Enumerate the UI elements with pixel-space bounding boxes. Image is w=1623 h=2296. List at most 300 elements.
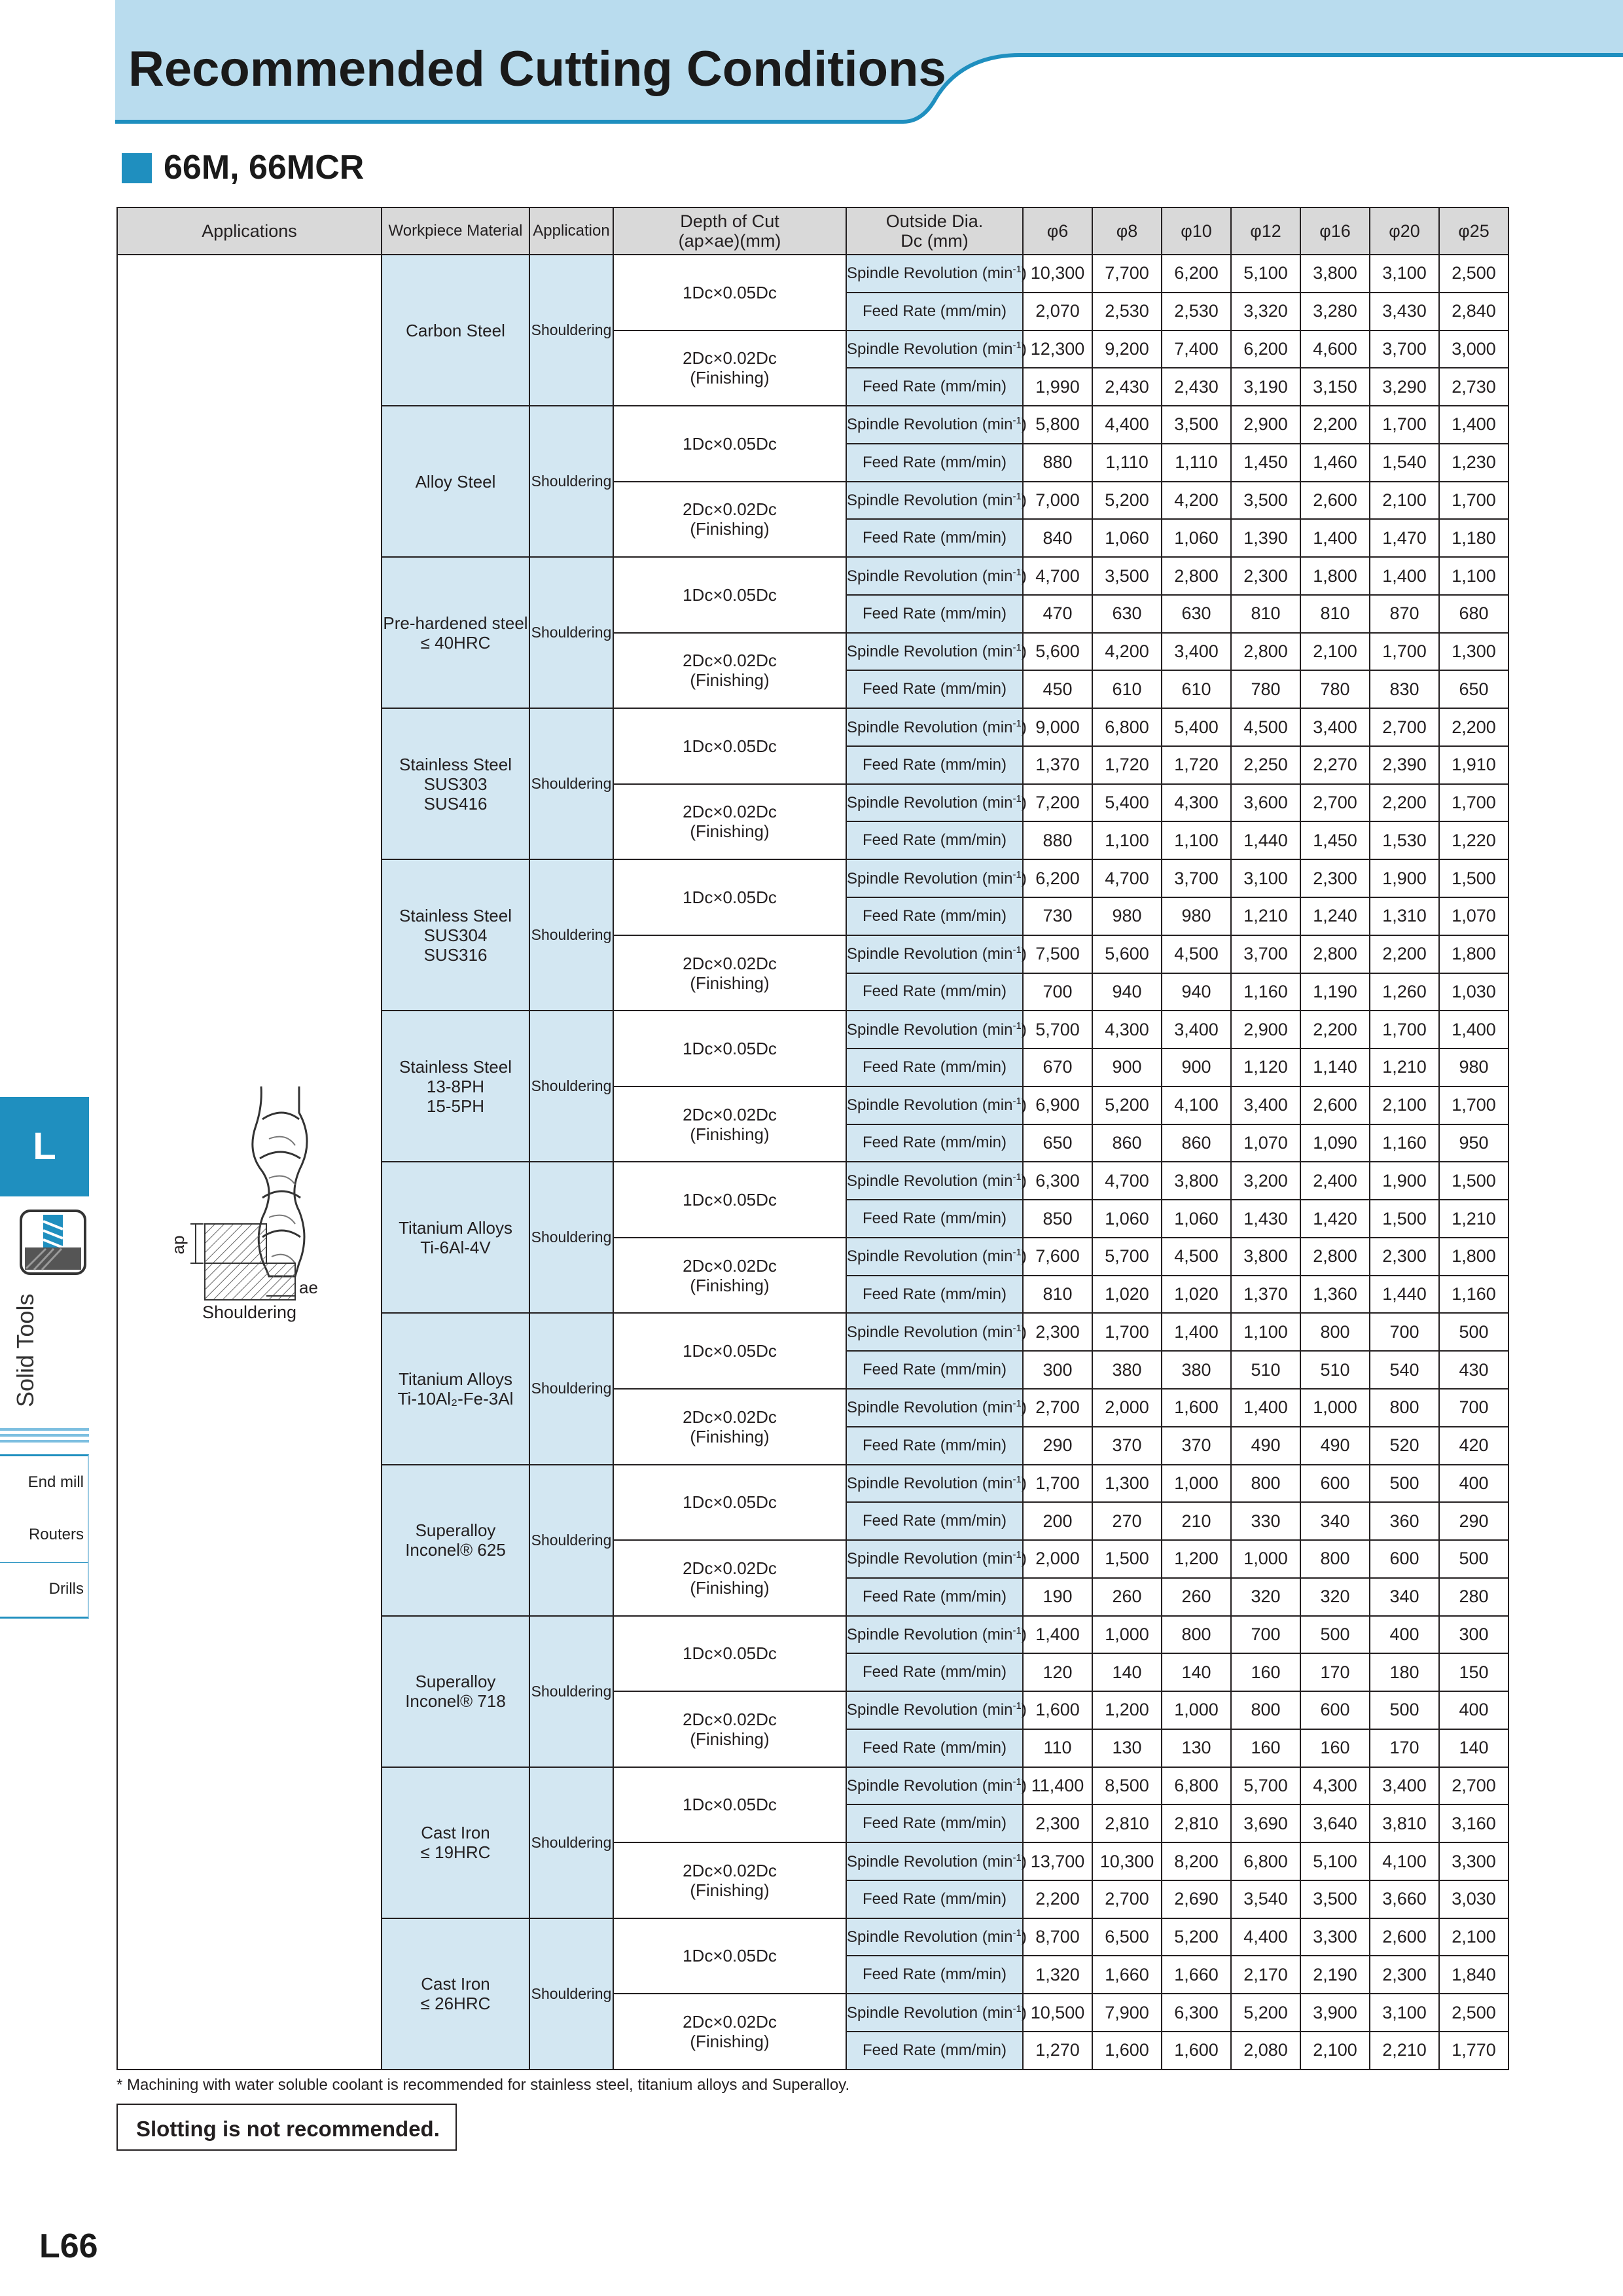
feed-value: 1,030 [1439, 973, 1508, 1011]
spindle-revolution-label [846, 1842, 1027, 1880]
spindle-value: 12,300 [1023, 331, 1092, 368]
header-applications: Applications [117, 207, 382, 255]
header-depth-of-cut [613, 207, 846, 255]
spindle-value: 10,500 [1023, 1994, 1092, 2032]
spindle-value: 5,400 [1162, 708, 1231, 746]
header-dia-line1: Outside Dia. [885, 211, 984, 231]
spindle-value: 2,100 [1300, 633, 1370, 671]
feed-value: 3,030 [1439, 1880, 1508, 1918]
side-tab-letter-text: L [33, 1125, 56, 1168]
depth-of-cut-cell [613, 1767, 846, 1843]
feed-rate-label: Feed Rate (mm/min) [846, 1351, 1023, 1389]
spindle-value: 7,600 [1023, 1238, 1092, 1276]
spindle-value: 2,300 [1370, 1238, 1439, 1276]
feed-value: 3,540 [1231, 1880, 1300, 1918]
depth-of-cut-cell [613, 859, 846, 935]
depth-finishing: 2Dc×0.02Dc [683, 1255, 777, 1276]
spindle-value: 500 [1300, 1616, 1370, 1654]
spindle-value: 10,300 [1092, 1842, 1162, 1880]
spindle-value: 600 [1370, 1540, 1439, 1578]
header-dia-12: φ12 [1231, 207, 1300, 255]
spindle-value: 1,700 [1092, 1313, 1162, 1351]
spindle-value: 1,400 [1231, 1389, 1300, 1427]
notice-box [116, 2104, 457, 2151]
feed-value: 3,430 [1370, 293, 1439, 331]
depth-finishing: 2Dc×0.02Dc [683, 651, 777, 671]
spindle-label-sup: -1 [1012, 1473, 1022, 1485]
spindle-value: 700 [1231, 1616, 1300, 1654]
depth-of-cut-cell [613, 1389, 846, 1465]
depth-finishing: (Finishing) [690, 1880, 770, 1900]
feed-value: 2,270 [1300, 746, 1370, 784]
spindle-value: 4,300 [1162, 784, 1231, 822]
spindle-label-text: Spindle Revolution (min [847, 1399, 1013, 1417]
depth-of-cut-cell [613, 784, 846, 860]
feed-value: 3,690 [1231, 1804, 1300, 1842]
spindle-value: 6,500 [1092, 1918, 1162, 1956]
spindle-value: 1,400 [1370, 557, 1439, 595]
spindle-label-sup: -1 [1012, 1700, 1022, 1712]
feed-value: 1,270 [1023, 2032, 1092, 2070]
spindle-value: 2,200 [1370, 935, 1439, 973]
feed-value: 1,180 [1439, 519, 1508, 557]
spindle-value: 6,200 [1023, 859, 1092, 897]
spindle-revolution-label [846, 784, 1027, 822]
feed-rate-label: Feed Rate (mm/min) [846, 519, 1023, 557]
spindle-value: 2,900 [1231, 1011, 1300, 1049]
material-name-line: SUS303 [423, 774, 488, 794]
spindle-value: 1,400 [1439, 1011, 1508, 1049]
depth-finishing: (Finishing) [690, 973, 770, 993]
depth-finishing: 2Dc×0.02Dc [683, 348, 777, 368]
feed-value: 1,260 [1370, 973, 1439, 1011]
depth-finishing: 2Dc×0.02Dc [683, 1407, 777, 1427]
spindle-value: 700 [1439, 1389, 1508, 1427]
feed-value: 3,640 [1300, 1804, 1370, 1842]
spindle-value: 7,500 [1023, 935, 1092, 973]
feed-value: 210 [1162, 1502, 1231, 1540]
feed-value: 1,060 [1162, 519, 1231, 557]
feed-value: 360 [1370, 1502, 1439, 1540]
depth-rough: 1Dc×0.05Dc [683, 433, 777, 454]
feed-value: 2,430 [1162, 368, 1231, 406]
application-cell: Shouldering [529, 1465, 613, 1616]
spindle-value: 3,200 [1231, 1162, 1300, 1200]
feed-rate-label: Feed Rate (mm/min) [846, 1880, 1023, 1918]
feed-value: 2,300 [1370, 1956, 1439, 1994]
feed-value: 1,910 [1439, 746, 1508, 784]
feed-value: 860 [1092, 1124, 1162, 1162]
spindle-label-sup: -1 [1012, 566, 1022, 578]
diagram-ae-label: ae [299, 1278, 318, 1297]
feed-rate-label: Feed Rate (mm/min) [846, 821, 1023, 859]
feed-value: 270 [1092, 1502, 1162, 1540]
spindle-value: 2,700 [1023, 1389, 1092, 1427]
spindle-value: 3,400 [1162, 1011, 1231, 1049]
depth-finishing: (Finishing) [690, 670, 770, 691]
spindle-value: 3,500 [1162, 406, 1231, 444]
spindle-value: 3,100 [1370, 255, 1439, 293]
workpiece-material-cell [382, 1465, 529, 1616]
spindle-value: 1,700 [1370, 1011, 1439, 1049]
feed-value: 180 [1370, 1653, 1439, 1691]
spindle-value: 1,400 [1023, 1616, 1092, 1654]
spindle-value: 1,700 [1439, 482, 1508, 520]
spindle-label-end: ) [1021, 1474, 1027, 1492]
spindle-value: 2,500 [1439, 255, 1508, 293]
spindle-value: 2,800 [1162, 557, 1231, 595]
material-name-line: SUS416 [423, 793, 488, 814]
spindle-value: 2,100 [1370, 482, 1439, 520]
spindle-label-text: Spindle Revolution (min [847, 1020, 1013, 1039]
spindle-revolution-label [846, 1389, 1027, 1427]
spindle-label-sup: -1 [1012, 1852, 1022, 1863]
application-cell: Shouldering [529, 557, 613, 708]
spindle-value: 4,600 [1300, 331, 1370, 368]
depth-of-cut-cell [613, 1465, 846, 1541]
feed-value: 650 [1023, 1124, 1092, 1162]
spindle-value: 3,300 [1439, 1842, 1508, 1880]
spindle-value: 5,200 [1162, 1918, 1231, 1956]
feed-rate-label: Feed Rate (mm/min) [846, 2032, 1023, 2070]
feed-value: 1,390 [1231, 519, 1300, 557]
spindle-revolution-label [846, 482, 1027, 520]
spindle-value: 7,700 [1092, 255, 1162, 293]
spindle-value: 2,800 [1300, 1238, 1370, 1276]
feed-value: 490 [1300, 1427, 1370, 1465]
feed-value: 630 [1162, 595, 1231, 633]
spindle-value: 500 [1439, 1313, 1508, 1351]
depth-rough: 1Dc×0.05Dc [683, 584, 777, 605]
spindle-value: 8,700 [1023, 1918, 1092, 1956]
section-title: 66M, 66MCR [164, 149, 365, 187]
depth-of-cut-cell [613, 708, 846, 784]
depth-of-cut-cell [613, 1313, 846, 1389]
feed-rate-label: Feed Rate (mm/min) [846, 368, 1023, 406]
feed-value: 940 [1162, 973, 1231, 1011]
feed-value: 1,310 [1370, 897, 1439, 935]
spindle-value: 5,700 [1092, 1238, 1162, 1276]
material-name-line: ≤ 40HRC [420, 632, 491, 653]
header-dia-16: φ16 [1300, 207, 1370, 255]
spindle-value: 1,700 [1023, 1465, 1092, 1503]
feed-value: 950 [1439, 1124, 1508, 1162]
feed-value: 470 [1023, 595, 1092, 633]
feed-value: 510 [1300, 1351, 1370, 1389]
spindle-value: 5,100 [1300, 1842, 1370, 1880]
application-cell: Shouldering [529, 1616, 613, 1767]
header-workpiece-material: Workpiece Material [382, 207, 529, 255]
depth-finishing: (Finishing) [690, 821, 770, 842]
spindle-label-text: Spindle Revolution (min [847, 718, 1013, 736]
feed-value: 260 [1092, 1578, 1162, 1616]
feed-value: 630 [1092, 595, 1162, 633]
spindle-value: 3,400 [1370, 1767, 1439, 1805]
spindle-label-text: Spindle Revolution (min [847, 340, 1013, 358]
spindle-value: 4,500 [1162, 935, 1231, 973]
depth-rough: 1Dc×0.05Dc [683, 1795, 777, 1815]
material-name-line: SUS304 [423, 925, 488, 945]
spindle-value: 4,500 [1231, 708, 1300, 746]
spindle-label-sup: -1 [1012, 642, 1022, 654]
spindle-label-sup: -1 [1012, 1096, 1022, 1107]
feed-value: 1,370 [1023, 746, 1092, 784]
feed-rate-label: Feed Rate (mm/min) [846, 1200, 1023, 1238]
depth-rough: 1Dc×0.05Dc [683, 1039, 777, 1059]
page-title: Recommended Cutting Conditions [128, 41, 946, 97]
spindle-value: 3,800 [1162, 1162, 1231, 1200]
feed-value: 700 [1023, 973, 1092, 1011]
workpiece-material-cell [382, 1767, 529, 1918]
side-category-label: Solid Tools [12, 1293, 39, 1407]
feed-value: 1,210 [1231, 897, 1300, 935]
feed-value: 280 [1439, 1578, 1508, 1616]
depth-finishing: 2Dc×0.02Dc [683, 1104, 777, 1124]
material-name-line: Stainless Steel [399, 754, 512, 774]
spindle-value: 2,300 [1300, 859, 1370, 897]
feed-value: 330 [1231, 1502, 1300, 1540]
feed-value: 3,810 [1370, 1804, 1439, 1842]
depth-of-cut-cell [613, 1842, 846, 1918]
feed-rate-label: Feed Rate (mm/min) [846, 746, 1023, 784]
depth-finishing: (Finishing) [690, 1124, 770, 1144]
spindle-value: 7,200 [1023, 784, 1092, 822]
material-name-line: Alloy Steel [415, 471, 496, 492]
spindle-value: 1,400 [1162, 1313, 1231, 1351]
feed-value: 980 [1162, 897, 1231, 935]
spindle-value: 800 [1231, 1691, 1300, 1729]
spindle-value: 500 [1439, 1540, 1508, 1578]
feed-value: 1,100 [1162, 821, 1231, 859]
spindle-value: 400 [1439, 1465, 1508, 1503]
feed-value: 880 [1023, 821, 1092, 859]
material-name-line: Stainless Steel [399, 905, 512, 925]
side-nav-drills[interactable] [0, 1563, 89, 1619]
spindle-value: 5,200 [1092, 1086, 1162, 1124]
spindle-value: 400 [1370, 1616, 1439, 1654]
feed-value: 3,500 [1300, 1880, 1370, 1918]
spindle-label-text: Spindle Revolution (min [847, 1247, 1013, 1266]
feed-value: 140 [1439, 1729, 1508, 1767]
workpiece-material-cell [382, 1011, 529, 1162]
table-row [117, 255, 1508, 293]
side-nav-routers[interactable] [0, 1509, 89, 1564]
spindle-label-text: Spindle Revolution (min [847, 416, 1013, 434]
feed-value: 2,200 [1023, 1880, 1092, 1918]
spindle-value: 7,000 [1023, 482, 1092, 520]
feed-value: 1,210 [1370, 1049, 1439, 1086]
feed-value: 2,250 [1231, 746, 1300, 784]
feed-value: 2,390 [1370, 746, 1439, 784]
depth-of-cut-cell [613, 633, 846, 709]
feed-value: 380 [1162, 1351, 1231, 1389]
spindle-value: 8,500 [1092, 1767, 1162, 1805]
spindle-label-sup: -1 [1012, 1247, 1022, 1259]
spindle-value: 4,200 [1162, 482, 1231, 520]
workpiece-material-cell [382, 859, 529, 1011]
spindle-revolution-label [846, 255, 1027, 293]
table-body [117, 255, 1508, 2070]
depth-finishing: 2Dc×0.02Dc [683, 499, 777, 520]
feed-value: 290 [1023, 1427, 1092, 1465]
spindle-value: 1,000 [1162, 1465, 1231, 1503]
spindle-label-end: ) [1021, 1323, 1027, 1341]
feed-value: 780 [1300, 670, 1370, 708]
feed-value: 1,220 [1439, 821, 1508, 859]
material-name-line: SUS316 [423, 944, 488, 965]
feed-value: 1,500 [1370, 1200, 1439, 1238]
feed-value: 3,320 [1231, 293, 1300, 331]
depth-of-cut-cell [613, 1011, 846, 1086]
depth-rough: 1Dc×0.05Dc [683, 736, 777, 756]
spindle-label-text: Spindle Revolution (min [847, 1323, 1013, 1341]
feed-value: 160 [1231, 1729, 1300, 1767]
feed-value: 190 [1023, 1578, 1092, 1616]
spindle-label-end: ) [1021, 491, 1027, 509]
spindle-label-text: Spindle Revolution (min [847, 1096, 1013, 1115]
feed-value: 1,530 [1370, 821, 1439, 859]
section-marker [122, 153, 152, 183]
material-name-line: Inconel® 718 [405, 1691, 506, 1712]
spindle-value: 4,100 [1370, 1842, 1439, 1880]
spindle-revolution-label [846, 1691, 1027, 1729]
depth-finishing: 2Dc×0.02Dc [683, 1860, 777, 1880]
spindle-value: 5,600 [1023, 633, 1092, 671]
cutting-conditions-table [116, 207, 1509, 2070]
spindle-label-sup: -1 [1012, 415, 1022, 427]
spindle-value: 7,900 [1092, 1994, 1162, 2032]
feed-value: 1,140 [1300, 1049, 1370, 1086]
header-dia-6: φ6 [1023, 207, 1092, 255]
depth-finishing: (Finishing) [690, 1577, 770, 1598]
application-cell: Shouldering [529, 1162, 613, 1313]
feed-value: 2,810 [1092, 1804, 1162, 1842]
feed-value: 2,840 [1439, 293, 1508, 331]
spindle-value: 3,000 [1439, 331, 1508, 368]
spindle-value: 6,800 [1092, 708, 1162, 746]
spindle-label-end: ) [1021, 2003, 1027, 2022]
application-cell: Shouldering [529, 859, 613, 1011]
spindle-label-text: Spindle Revolution (min [847, 567, 1013, 585]
depth-finishing: 2Dc×0.02Dc [683, 953, 777, 973]
spindle-value: 800 [1300, 1540, 1370, 1578]
workpiece-material-cell [382, 1162, 529, 1313]
spindle-value: 2,300 [1231, 557, 1300, 595]
spindle-value: 2,200 [1300, 406, 1370, 444]
feed-value: 1,440 [1370, 1276, 1439, 1314]
feed-value: 1,020 [1092, 1276, 1162, 1314]
feed-value: 1,070 [1231, 1124, 1300, 1162]
spindle-value: 1,700 [1439, 1086, 1508, 1124]
feed-value: 2,700 [1092, 1880, 1162, 1918]
spindle-value: 4,400 [1231, 1918, 1300, 1956]
feed-value: 1,210 [1439, 1200, 1508, 1238]
spindle-label-sup: -1 [1012, 1928, 1022, 1939]
spindle-label-text: Spindle Revolution (min [847, 491, 1013, 509]
depth-finishing: (Finishing) [690, 1426, 770, 1446]
depth-rough: 1Dc×0.05Dc [683, 888, 777, 908]
spindle-value: 1,400 [1439, 406, 1508, 444]
material-name-line: Titanium Alloys [399, 1217, 512, 1238]
depth-finishing: 2Dc×0.02Dc [683, 2011, 777, 2032]
depth-finishing: (Finishing) [690, 1729, 770, 1749]
spindle-value: 1,200 [1162, 1540, 1231, 1578]
feed-value: 1,120 [1231, 1049, 1300, 1086]
depth-rough: 1Dc×0.05Dc [683, 1341, 777, 1361]
feed-value: 2,170 [1231, 1956, 1300, 1994]
spindle-value: 5,700 [1023, 1011, 1092, 1049]
feed-value: 2,070 [1023, 293, 1092, 331]
spindle-label-sup: -1 [1012, 2003, 1022, 2015]
feed-value: 420 [1439, 1427, 1508, 1465]
feed-value: 680 [1439, 595, 1508, 633]
diagram-ap-label: ap [168, 1235, 188, 1255]
header-dia-line2: Dc (mm) [901, 231, 969, 251]
spindle-label-sup: -1 [1012, 1549, 1022, 1561]
spindle-value: 3,400 [1162, 633, 1231, 671]
spindle-label-end: ) [1021, 567, 1027, 585]
header-dia-20: φ20 [1370, 207, 1439, 255]
spindle-value: 1,000 [1300, 1389, 1370, 1427]
material-name-line: Superalloy [415, 1520, 496, 1541]
side-nav-end-mill[interactable] [0, 1454, 89, 1512]
material-name-line: Cast Iron [421, 1823, 490, 1843]
feed-value: 2,430 [1092, 368, 1162, 406]
spindle-label-end: ) [1021, 416, 1027, 434]
feed-value: 520 [1370, 1427, 1439, 1465]
workpiece-material-cell [382, 708, 529, 859]
depth-of-cut-cell [613, 406, 846, 482]
spindle-revolution-label [846, 1918, 1027, 1956]
depth-rough: 1Dc×0.05Dc [683, 282, 777, 302]
feed-value: 1,060 [1162, 1200, 1231, 1238]
spindle-label-sup: -1 [1012, 264, 1022, 276]
feed-value: 450 [1023, 670, 1092, 708]
spindle-label-text: Spindle Revolution (min [847, 1474, 1013, 1492]
feed-value: 1,600 [1092, 2032, 1162, 2070]
spindle-value: 2,900 [1231, 406, 1300, 444]
feed-value: 1,540 [1370, 444, 1439, 482]
spindle-label-end: ) [1021, 340, 1027, 358]
spindle-label-text: Spindle Revolution (min [847, 1172, 1013, 1190]
workpiece-material-cell [382, 1616, 529, 1767]
feed-value: 1,720 [1092, 746, 1162, 784]
spindle-value: 3,400 [1231, 1086, 1300, 1124]
spindle-value: 1,100 [1231, 1313, 1300, 1351]
spindle-label-text: Spindle Revolution (min [847, 1777, 1013, 1795]
spindle-value: 4,300 [1092, 1011, 1162, 1049]
spindle-value: 6,300 [1023, 1162, 1092, 1200]
applications-cell [117, 255, 382, 2070]
spindle-value: 1,500 [1092, 1540, 1162, 1578]
feed-value: 3,290 [1370, 368, 1439, 406]
spindle-value: 5,800 [1023, 406, 1092, 444]
material-name-line: Inconel® 625 [405, 1540, 506, 1560]
feed-value: 1,460 [1300, 444, 1370, 482]
header-banner [0, 0, 1623, 131]
spindle-revolution-label [846, 1313, 1027, 1351]
feed-value: 1,770 [1439, 2032, 1508, 2070]
spindle-value: 800 [1162, 1616, 1231, 1654]
spindle-value: 2,600 [1300, 1086, 1370, 1124]
spindle-value: 2,200 [1300, 1011, 1370, 1049]
spindle-value: 8,200 [1162, 1842, 1231, 1880]
feed-value: 940 [1092, 973, 1162, 1011]
feed-value: 1,720 [1162, 746, 1231, 784]
feed-value: 510 [1231, 1351, 1300, 1389]
spindle-value: 9,200 [1092, 331, 1162, 368]
spindle-value: 1,500 [1439, 859, 1508, 897]
